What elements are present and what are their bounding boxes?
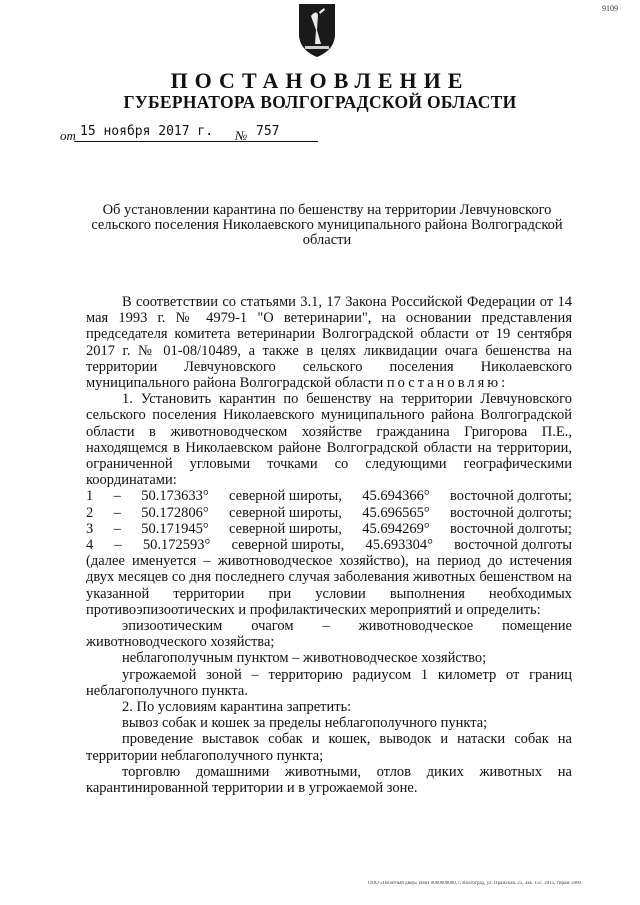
coat-of-arms-emblem xyxy=(297,2,337,58)
item-2: 2. По условиям карантина запретить: xyxy=(122,699,352,716)
latitude-label: северной широты, xyxy=(229,488,342,505)
ban-item: вывоз собак и кошек за пределы неблагополучного пункта; xyxy=(122,715,488,732)
coordinate-index: 2 xyxy=(86,504,94,521)
ban-item: торговлю домашними животными, отлов диких животных на карантинированной территории и в угрожаемой зоне. xyxy=(86,763,572,797)
longitude-value: 45.694269° xyxy=(362,520,430,537)
date-prefix: от xyxy=(60,128,76,143)
decree-keyword: постановляю: xyxy=(386,375,509,392)
coordinate-row: 1 – 50.173633° северной широты, 45.694366° восточной долготы; xyxy=(86,488,572,505)
latitude-value: 50.172593° xyxy=(142,537,211,554)
longitude-value: 45.693304° xyxy=(365,537,433,554)
coordinate-index: 4 xyxy=(86,537,94,554)
coordinate-index: 1 xyxy=(86,488,94,505)
longitude-label: восточной долготы; xyxy=(450,504,572,521)
printer-footer: ООО «Печатный двор» ИНН 0000000000, г. Волгоград, ул. Пражская, 25, Зак. 15с. 2015, тираж 5000 xyxy=(368,881,581,886)
item-1-continuation: (далее именуется – животноводческое хозяйство), на период до истечения двух месяцев со дня последнего случая заболевания животных бешенством на указанной территории при условии выполнения необходимых противоэпизоотических и профилактических мероприятий и определить: xyxy=(86,553,572,618)
latitude-value: 50.171945° xyxy=(141,520,209,537)
item-1: 1. Установить карантин по бешенству на территории Левчуновского сельского поселения Николаевского муниципального района Волгоградской области в животноводческом хозяйстве гражданина Григорова П.Е., находящемся в Николаевском районе Волгоградской области на территории, ограниченной угловыми точками со следующими географическими координатами: xyxy=(86,391,572,489)
longitude-label: восточной долготы; xyxy=(450,520,572,537)
coordinate-row: 4 – 50.172593° северной широты, 45.693304° восточной долготы xyxy=(86,537,572,554)
latitude-value: 50.173633° xyxy=(141,488,209,505)
latitude-label: северной широты, xyxy=(231,537,345,554)
ban-item: проведение выставок собак и кошек, выводок и натаски собак на территории неблагополучного пункта; xyxy=(86,731,572,764)
document-type-title: ПОСТАНОВЛЕНИЕ xyxy=(170,68,470,93)
document-number: 757 xyxy=(256,124,280,139)
corner-number: 9109 xyxy=(602,4,618,13)
coordinate-row: 3 – 50.171945° северной широты, 45.694269° восточной долготы; xyxy=(86,520,572,537)
document-date: 15 ноября 2017 г. xyxy=(80,124,214,139)
latitude-label: северной широты, xyxy=(229,504,342,521)
document-subject: Об установлении карантина по бешенству на территории Левчуновского сельского поселения Николаевского муниципального района Волгоградской области xyxy=(91,202,563,248)
latitude-label: северной широты, xyxy=(229,520,342,537)
latitude-value: 50.172806° xyxy=(141,504,209,521)
threatened-zone-definition: угрожаемой зоной – территорию радиусом 1 километр от границ неблагополучного пункта. xyxy=(86,666,572,699)
document-body xyxy=(86,294,572,796)
unsafe-point-definition: неблагополучным пунктом – животноводческое хозяйство; xyxy=(122,650,487,667)
longitude-label: восточной долготы; xyxy=(450,488,572,505)
number-prefix: № xyxy=(235,128,248,143)
coordinate-row: 2 – 50.172806° северной широты, 45.696565° восточной долготы; xyxy=(86,504,572,521)
longitude-value: 45.696565° xyxy=(362,504,430,521)
longitude-label: восточной долготы xyxy=(454,537,572,554)
dateline xyxy=(60,124,360,146)
focus-definition: эпизоотическим очагом – животноводческое помещение животноводческого хозяйства; xyxy=(86,618,572,651)
coordinate-index: 3 xyxy=(86,520,94,537)
intro-text: В соответствии со статьями 3.1, 17 Закона Российской Федерации от 14 мая 1993 г. № 4979-1 "О ветеринарии", на основании представления председателя комитета ветеринарии Волгоградской области от 19 сентября 2017 г. № 01-08/10489, а также в целях ликвидации очага бешенства на территории Левчуновского сельского поселения Николаевского муниципального района Волгоградской области xyxy=(86,294,572,392)
intro-paragraph xyxy=(86,294,572,391)
issuer-title: ГУБЕРНАТОРА ВОЛГОГРАДСКОЙ ОБЛАСТИ xyxy=(123,92,517,112)
longitude-value: 45.694366° xyxy=(362,488,430,505)
number-underline xyxy=(250,141,318,142)
